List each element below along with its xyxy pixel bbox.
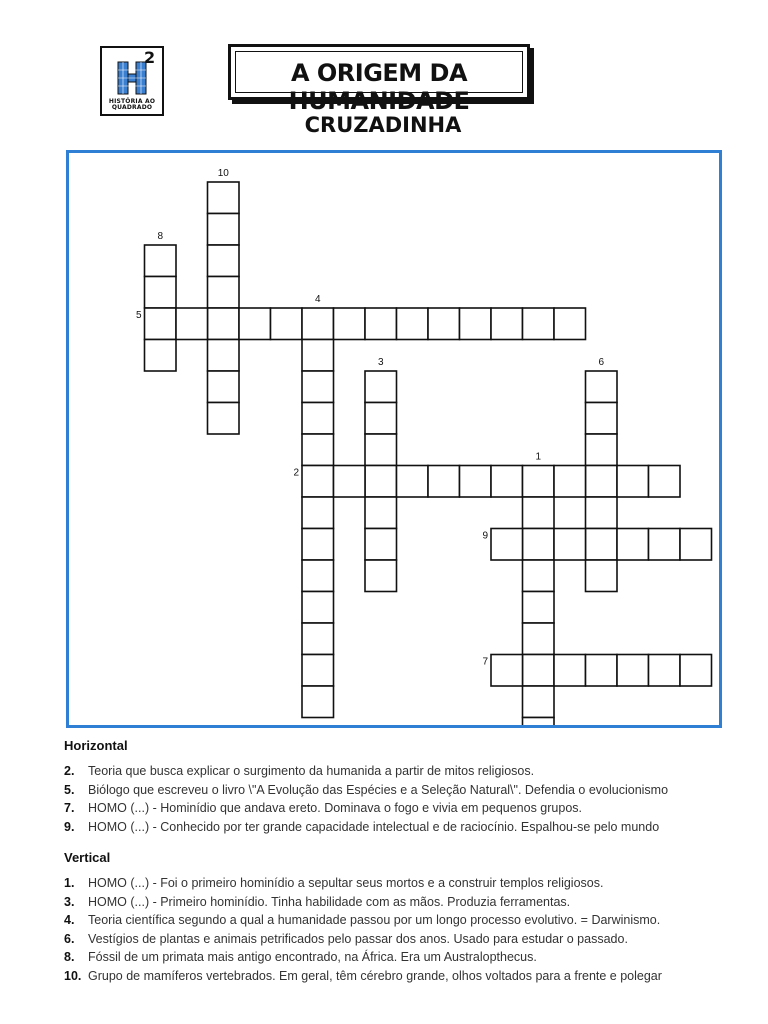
crossword-cell[interactable] (302, 560, 334, 592)
clue-number-label: 3 (377, 357, 384, 368)
crossword-cell[interactable] (334, 466, 366, 498)
crossword-frame (66, 150, 722, 728)
crossword-cell[interactable] (365, 497, 397, 529)
crossword-cell[interactable] (145, 277, 177, 309)
horizontal-clue-list (64, 762, 744, 836)
crossword-cell[interactable] (523, 686, 555, 718)
crossword-cell[interactable] (397, 466, 429, 498)
clue-number: 7. (64, 801, 75, 815)
clue-number: 6. (64, 931, 75, 946)
crossword-cell[interactable] (491, 466, 523, 498)
crossword-cell[interactable] (523, 529, 555, 561)
crossword-cell[interactable] (208, 214, 240, 246)
clue-item (64, 930, 744, 949)
crossword-cell[interactable] (302, 371, 334, 403)
crossword-cell[interactable] (491, 529, 523, 561)
crossword-cell[interactable] (365, 529, 397, 561)
crossword-grid (69, 153, 719, 725)
clue-number: 8. (64, 950, 75, 964)
crossword-cell[interactable] (586, 434, 618, 466)
crossword-cell[interactable] (208, 277, 240, 309)
clue-item (64, 818, 744, 837)
clue-item (64, 874, 744, 893)
crossword-cell[interactable] (617, 529, 649, 561)
crossword-cell[interactable] (554, 529, 586, 561)
crossword-cell[interactable] (554, 308, 586, 340)
clue-text: Teoria científica segundo a qual a humanidade passou por um longo processo evolutivo. = Darwinismo. (88, 913, 661, 927)
crossword-cell[interactable] (302, 497, 334, 529)
clue-text: Grupo de mamíferos vertebrados. Em geral, têm cérebro grande, olhos voltados para a frente e polegar (88, 968, 662, 983)
crossword-cell[interactable] (302, 592, 334, 624)
crossword-cell[interactable] (523, 466, 555, 498)
clue-number: 1. (64, 876, 75, 890)
clue-number-label: 4 (314, 294, 321, 305)
clue-item (64, 781, 744, 800)
crossword-cell[interactable] (302, 434, 334, 466)
clue-number-label: 2 (293, 467, 299, 479)
crossword-cell[interactable] (491, 308, 523, 340)
crossword-cell[interactable] (145, 340, 177, 372)
crossword-cell[interactable] (586, 529, 618, 561)
logo (100, 46, 164, 116)
crossword-cell[interactable] (523, 497, 555, 529)
clue-number: 2. (64, 764, 75, 778)
crossword-cell[interactable] (302, 655, 334, 687)
clue-item (64, 911, 744, 930)
clue-text: HOMO (...) - Foi o primeiro hominídio a sepultar seus mortos e a construir templos religiosos. (88, 876, 604, 890)
clue-text: HOMO (...) - Primeiro hominídio. Tinha habilidade com as mãos. Produzia ferramentas. (88, 894, 571, 909)
logo-text-line1: HISTÓRIA AO (108, 98, 156, 105)
crossword-cell[interactable] (271, 308, 303, 340)
crossword-cell[interactable] (302, 686, 334, 718)
crossword-cell[interactable] (460, 466, 492, 498)
crossword-cell[interactable] (397, 308, 429, 340)
crossword-cell[interactable] (302, 308, 334, 340)
crossword-cell[interactable] (586, 403, 618, 435)
crossword-cell[interactable] (208, 340, 240, 372)
crossword-cell[interactable] (302, 623, 334, 655)
crossword-cell[interactable] (365, 308, 397, 340)
clue-text: Fóssil de um primata mais antigo encontrado, na África. Era um Australopthecus. (88, 950, 537, 964)
clue-text: Teoria que busca explicar o surgimento da humanida a partir de mitos religiosos. (88, 764, 535, 778)
crossword-cell[interactable] (145, 308, 177, 340)
crossword-cell[interactable] (302, 529, 334, 561)
page-subtitle: CRUZADINHA (304, 113, 462, 137)
clue-number-label: 6 (598, 357, 605, 368)
clue-item (64, 762, 744, 781)
crossword-cell[interactable] (523, 560, 555, 592)
logo-text-line2: QUADRADO (111, 104, 153, 111)
clue-number-label: 8 (157, 231, 164, 242)
crossword-cell[interactable] (460, 308, 492, 340)
crossword-cell[interactable] (365, 466, 397, 498)
clue-number: 4. (64, 913, 75, 927)
crossword-cell[interactable] (586, 371, 618, 403)
crossword-cell[interactable] (239, 308, 271, 340)
crossword-cell[interactable] (586, 560, 618, 592)
clue-number-label: 1 (535, 451, 542, 463)
crossword-cell[interactable] (649, 529, 681, 561)
crossword-cell[interactable] (208, 182, 240, 214)
clue-item (64, 799, 744, 818)
crossword-cell[interactable] (302, 403, 334, 435)
vertical-clue-list (64, 874, 744, 985)
crossword-cell[interactable] (523, 718, 555, 726)
crossword-cell[interactable] (208, 371, 240, 403)
crossword-cell[interactable] (617, 655, 649, 687)
crossword-cell[interactable] (365, 371, 397, 403)
crossword-cell[interactable] (176, 308, 208, 340)
crossword-cell[interactable] (145, 245, 177, 277)
clue-number-label: 7 (482, 656, 488, 668)
logo-text (102, 99, 162, 111)
clue-number: 5. (64, 782, 75, 797)
crossword-cell[interactable] (649, 466, 681, 498)
crossword-cell[interactable] (208, 308, 240, 340)
clue-number-label: 5 (135, 310, 142, 321)
crossword-cell[interactable] (586, 655, 618, 687)
crossword-cell[interactable] (428, 466, 460, 498)
crossword-cell[interactable] (365, 403, 397, 435)
crossword-cell[interactable] (302, 340, 334, 372)
crossword-cell[interactable] (208, 245, 240, 277)
clue-item (64, 893, 744, 912)
clue-text: Vestígios de plantas e animais petrificados pelo passar dos anos. Usado para estudar o passado. (88, 931, 628, 946)
crossword-cell[interactable] (586, 466, 618, 498)
clue-text: HOMO (...) - Conhecido por ter grande capacidade intelectual e de raciocínio. Espalhou-se pelo mundo (88, 819, 660, 834)
horizontal-heading: Horizontal (64, 738, 128, 753)
logo-superscript: 2 (144, 48, 156, 67)
crossword-cell[interactable] (649, 655, 681, 687)
clue-number-label: 9 (482, 530, 488, 542)
crossword-cell[interactable] (523, 308, 555, 340)
crossword-cell[interactable] (365, 560, 397, 592)
crossword-cell[interactable] (554, 466, 586, 498)
title-banner (228, 44, 530, 115)
crossword-cell[interactable] (680, 529, 712, 561)
crossword-cell[interactable] (523, 655, 555, 687)
crossword-cell[interactable] (334, 308, 366, 340)
crossword-cell[interactable] (208, 403, 240, 435)
clue-item (64, 948, 744, 967)
crossword-cell[interactable] (617, 466, 649, 498)
crossword-cell[interactable] (523, 592, 555, 624)
clue-text: HOMO (...) - Hominídio que andava ereto. Dominava o fogo e vivia em pequenos grupos. (88, 801, 583, 815)
vertical-heading: Vertical (64, 850, 111, 865)
crossword-cell[interactable] (586, 497, 618, 529)
page-title: A ORIGEM DA HUMANIDADE (288, 59, 470, 115)
clue-number: 3. (64, 894, 75, 909)
clue-number: 9. (64, 819, 75, 834)
clue-item (64, 967, 744, 986)
vertical-clues (64, 850, 744, 985)
crossword-cell[interactable] (365, 434, 397, 466)
clues-section (64, 738, 744, 999)
clue-number-label: 10 (217, 168, 229, 179)
crossword-cell[interactable] (523, 623, 555, 655)
crossword-cell[interactable] (428, 308, 460, 340)
clue-number: 10. (64, 968, 82, 983)
crossword-cell[interactable] (302, 466, 334, 498)
crossword-cell[interactable] (491, 655, 523, 687)
horizontal-clues (64, 738, 744, 836)
crossword-cell[interactable] (554, 655, 586, 687)
clue-text: Biólogo que escreveu o livro \"A Evolução das Espécies e a Seleção Natural\". Defendia o evolucionismo (88, 782, 669, 797)
crossword-cell[interactable] (680, 655, 712, 687)
